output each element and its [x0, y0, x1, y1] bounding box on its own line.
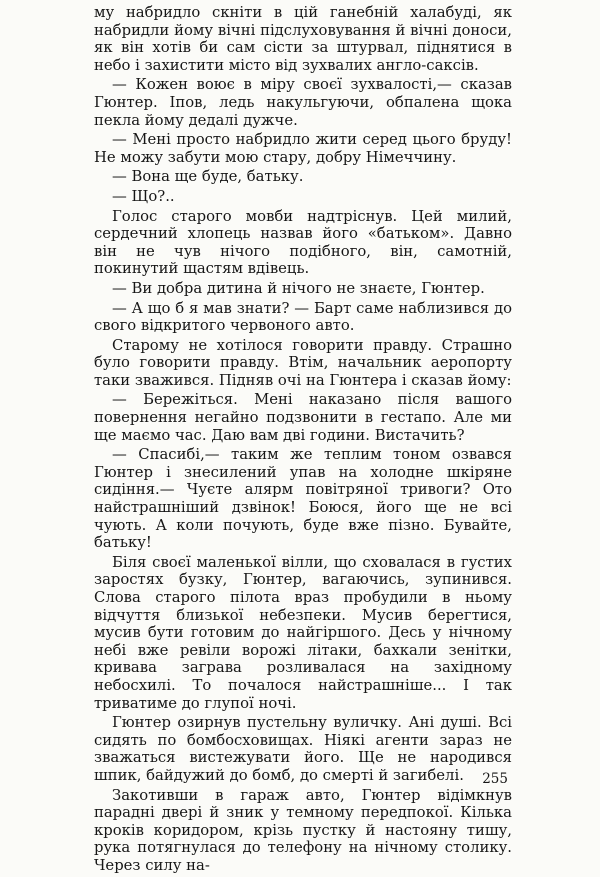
book-page — [94, 0, 512, 874]
paragraph: Біля своєї маленької вілли, що сховалася в густих заростях бузку, Гюнтер, вагаючись, зупинився. Слова старого пілота враз пробудили в ньому відчуття близької небезпеки. Мусив берегтися, мусив бути готовим до найгіршого. Десь у нічному небі вже ревіли ворожі літаки, бахкали зенітки, кривава заграва розливалася на західному небосхилі. То почалося найстрашніше... І так триватиме до глупої ночі. — [94, 553, 512, 712]
dialogue-line: — Бережіться. Мені наказано після вашого повернення негайно подзвонити в гестапо. Але ми ще маємо час. Даю вам дві години. Вистачить? — [94, 391, 512, 444]
page-text — [94, 4, 512, 877]
paragraph: Старому не хотілося говорити правду. Страшно було говорити правду. Втім, начальник аеропорту таки зважився. Підняв очі на Гюнтера і сказав йому: — [94, 336, 512, 389]
dialogue-line: — Спасибі,— таким же теплим тоном озвався Гюнтер і знесилений упав на холодне шкіряне сидіння.— Чуєте алярм повітряної тривоги? Ото найстрашніший дзвінок! Боюся, його ще не всі чують. А коли почують, буде вже пізно. Бувайте, батьку! — [94, 446, 512, 552]
dialogue-line: — Кожен воює в міру своєї зухвалості,— сказав Гюнтер. Іпов, ледь накульгуючи, обпалена щока пекла йому дедалі дужче. — [94, 76, 512, 129]
dialogue-line: — Вона ще буде, батьку. — [112, 168, 304, 186]
paragraph: Голос старого мовби надтріснув. Цей милий, сердечний хлопець назвав його «батьком». Давно він не чув нічого подібного, він, самотній, покинутий щастям вдівець. — [94, 207, 512, 278]
dialogue-line: — Мені просто набридло жити серед цього бруду! Не можу забути мою стару, добру Німеччину. — [94, 131, 512, 166]
dialogue-line: — Ви добра дитина й нічого не знаєте, Гюнтер. — [112, 279, 485, 297]
dialogue-line: — А що б я мав знати? — Барт саме наблизився до свого відкритого червоного авто. — [94, 299, 512, 335]
paragraph: Закотивши в гараж авто, Гюнтер відімкнув парадні двері й зник у темному передпокої. Кілька кроків коридором, крізь пустку й настояну тишу, рука потягнулася до телефону на нічному столику. Через силу на- — [94, 786, 512, 874]
paragraph: му набридло скніти в цій ганебній халабуді, як набридли йому вічні підслуховування й вічні доноси, як він хотів би сам сісти за штурвал, піднятися в небо і захистити місто від зухвалих англо-саксів. — [94, 4, 512, 74]
paragraph: Гюнтер озирнув пустельну вуличку. Ані душі. Всі сидять по бомбосховищах. Ніякі агенти зараз не зважаться вистежувати його. Ще не народився шпик, байдужий до бомб, до смерті й загибелі. — [94, 714, 512, 784]
dialogue-line: — Що?.. — [112, 187, 175, 205]
page-number: 255 — [482, 771, 508, 787]
